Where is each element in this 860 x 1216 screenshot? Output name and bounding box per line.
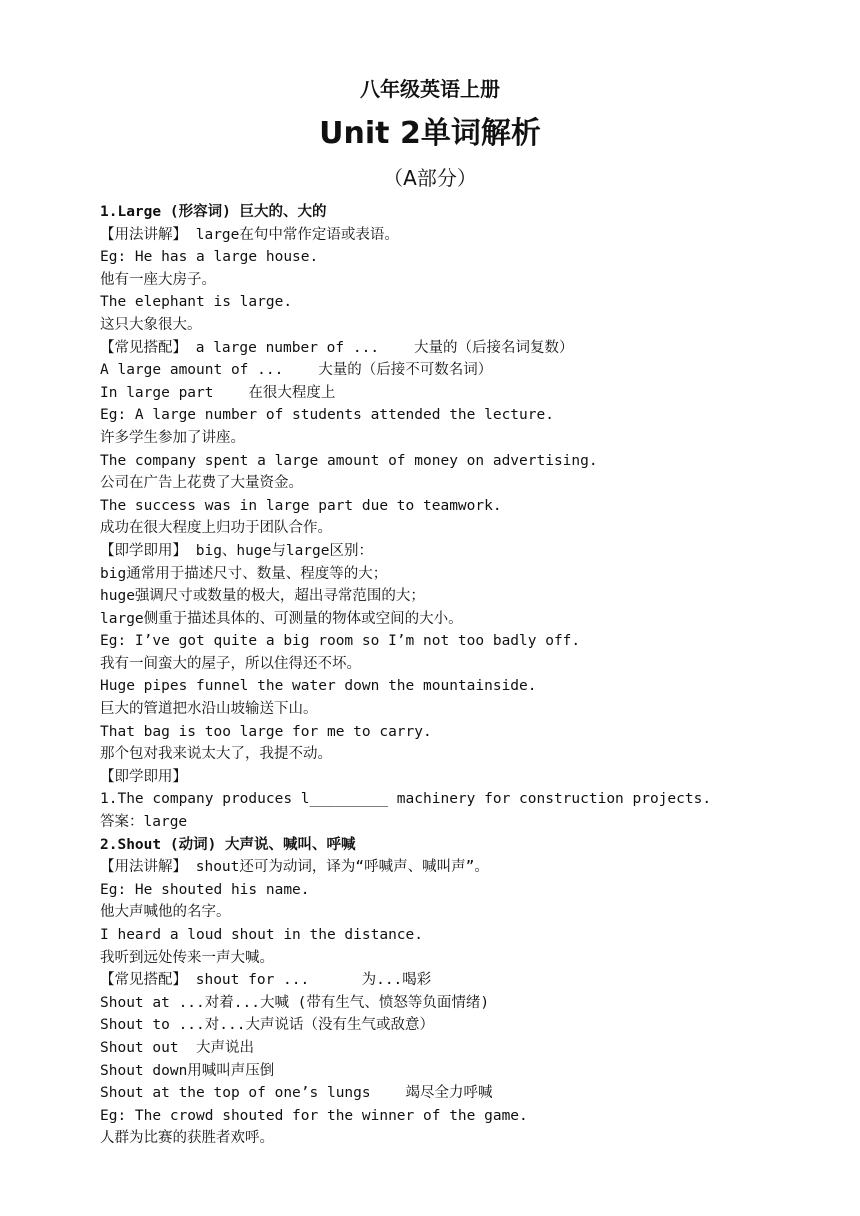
text-line: 【即学即用】 — [100, 768, 187, 785]
text-line: huge强调尺寸或数量的极大，超出寻常范围的大； — [100, 588, 425, 605]
text-line: The company spent a large amount of money on advertising. — [100, 452, 598, 469]
text-line: 【即学即用】 big、huge与large区别： — [100, 542, 373, 559]
text-line: Huge pipes funnel the water down the mountainside. — [100, 678, 537, 695]
text-line: 答案：large — [100, 814, 188, 831]
text-line: The elephant is large. — [100, 294, 293, 311]
text-line: 【常见搭配】 shout for ... 为...喝彩 — [100, 972, 432, 989]
entry-heading: 1.Large (形容词) 巨大的、大的 — [100, 204, 327, 220]
text-line: big通常用于描述尺寸、数量、程度等的大； — [100, 565, 388, 582]
text-line: 我听到远处传来一声大喊。 — [100, 949, 274, 966]
text-line: 那个包对我来说太大了，我提不动。 — [100, 746, 332, 763]
text-line: 【用法讲解】 large在句中常作定语或表语。 — [100, 226, 399, 243]
text-line: Eg: He shouted his name. — [100, 881, 310, 898]
text-line: That bag is too large for me to carry. — [100, 723, 432, 740]
text-line: Eg: The crowd shouted for the winner of the game. — [100, 1107, 528, 1124]
text-line: 这只大象很大。 — [100, 316, 202, 333]
text-line: Eg: A large number of students attended the lecture. — [100, 407, 554, 424]
text-line: 巨大的管道把水沿山坡输送下山。 — [100, 701, 318, 718]
text-line: I heard a loud shout in the distance. — [100, 927, 424, 943]
text-line: large侧重于描述具体的、可测量的物体或空间的大小。 — [100, 610, 463, 627]
grade-title: 八年级英语上册 — [360, 77, 500, 101]
text-line: 公司在广告上花费了大量资金。 — [100, 475, 303, 492]
part-subtitle: （A部分） — [383, 166, 477, 190]
text-line: 他大声喊他的名字。 — [100, 904, 231, 921]
text-line: Eg: I’ve got quite a big room so I’m not too badly off. — [100, 633, 581, 650]
entry-heading: 2.Shout (动词) 大声说、喊叫、呼喊 — [100, 836, 356, 853]
text-line: Shout at the top of one’s lungs 竭尽全力呼喊 — [100, 1085, 493, 1102]
text-line: Shout at ...对着...大喊 (带有生气、愤怒等负面情绪) — [100, 994, 490, 1011]
unit-title: Unit 2单词解析 — [319, 116, 541, 151]
text-line: 1.The company produces l_________ machinery for construction projects. — [100, 791, 712, 808]
text-line: Shout out 大声说出 — [100, 1039, 255, 1056]
text-line: 人群为比赛的获胜者欢呼。 — [100, 1130, 274, 1147]
text-line: 成功在很大程度上归功于团队合作。 — [100, 520, 332, 537]
text-line: 他有一座大房子。 — [100, 271, 216, 288]
text-line: 许多学生参加了讲座。 — [100, 429, 245, 446]
text-line: Shout to ...对...大声说话（没有生气或敌意） — [100, 1017, 434, 1034]
text-line: A large amount of ... 大量的（后接不可数名词） — [100, 362, 493, 379]
text-line: Eg: He has a large house. — [100, 249, 319, 266]
text-line: In large part 在很大程度上 — [100, 384, 336, 401]
document-body — [100, 201, 820, 1150]
text-line: 【用法讲解】 shout还可为动词，译为“呼喊声、喊叫声”。 — [100, 859, 489, 876]
text-line: The success was in large part due to teamwork. — [100, 497, 502, 514]
text-line: 我有一间蛮大的屋子，所以住得还不坏。 — [100, 655, 361, 672]
text-line: Shout down用喊叫声压倒 — [100, 1062, 275, 1079]
text-line: 【常见搭配】 a large number of ... 大量的（后接名词复数） — [100, 339, 574, 356]
